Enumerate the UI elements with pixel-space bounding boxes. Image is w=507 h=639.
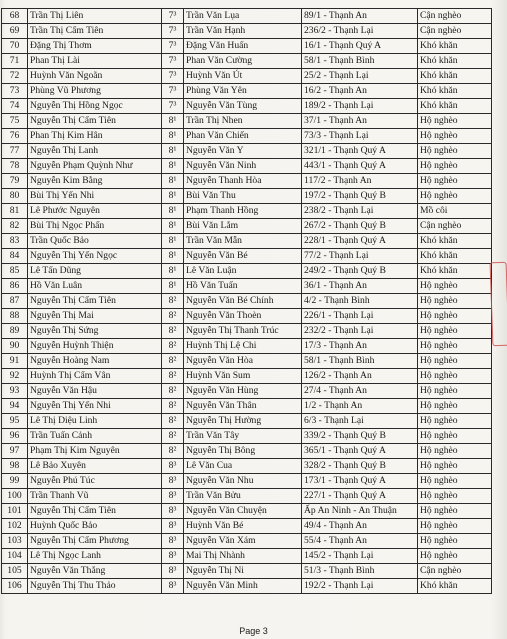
class-cell: 8² bbox=[162, 399, 184, 414]
student-name: Nguyễn Thị Yến Ngọc bbox=[28, 249, 162, 264]
student-name: Lê Phước Nguyên bbox=[28, 204, 162, 219]
row-number: 86 bbox=[2, 279, 28, 294]
row-number: 81 bbox=[2, 204, 28, 219]
parent-name: Lê Văn Luận bbox=[184, 264, 302, 279]
status-cell: Khó khăn bbox=[418, 84, 492, 99]
student-name: Nguyễn Thị Thu Thảo bbox=[28, 579, 162, 594]
address-cell: 173/1 - Thạnh Quý A bbox=[302, 474, 418, 489]
table-row bbox=[2, 69, 492, 84]
row-number: 105 bbox=[2, 564, 28, 579]
row-number: 76 bbox=[2, 129, 28, 144]
class-cell: 8¹ bbox=[162, 144, 184, 159]
class-cell: 8¹ bbox=[162, 159, 184, 174]
address-cell: 238/2 - Thạnh Lại bbox=[302, 204, 418, 219]
status-cell: Hộ nghèo bbox=[418, 354, 492, 369]
address-cell: 4/2 - Thạnh Bình bbox=[302, 294, 418, 309]
parent-name: Nguyễn Văn Xám bbox=[184, 534, 302, 549]
row-number: 99 bbox=[2, 474, 28, 489]
class-cell: 8¹ bbox=[162, 114, 184, 129]
address-cell: 126/2 - Thạnh An bbox=[302, 369, 418, 384]
class-cell: 8² bbox=[162, 369, 184, 384]
table-row bbox=[2, 429, 492, 444]
class-cell: 8¹ bbox=[162, 189, 184, 204]
parent-name: Nguyễn Văn Thân bbox=[184, 399, 302, 414]
status-cell: Hộ nghèo bbox=[418, 399, 492, 414]
student-name: Nguyễn Thị Cẩm Tiên bbox=[28, 504, 162, 519]
student-name: Trần Thị Cẩm Tiên bbox=[28, 24, 162, 39]
status-cell: Hộ nghèo bbox=[418, 114, 492, 129]
student-name: Phùng Vũ Phương bbox=[28, 84, 162, 99]
student-name: Trần Thanh Vũ bbox=[28, 489, 162, 504]
row-number: 91 bbox=[2, 354, 28, 369]
class-cell: 8³ bbox=[162, 564, 184, 579]
class-cell: 8³ bbox=[162, 474, 184, 489]
row-number: 80 bbox=[2, 189, 28, 204]
status-cell: Hộ nghèo bbox=[418, 189, 492, 204]
row-number: 89 bbox=[2, 324, 28, 339]
status-cell: Khó khăn bbox=[418, 69, 492, 84]
student-name: Nguyễn Văn Thắng bbox=[28, 564, 162, 579]
student-name: Nguyễn Hoàng Nam bbox=[28, 354, 162, 369]
row-number: 73 bbox=[2, 84, 28, 99]
status-cell: Khó khăn bbox=[418, 99, 492, 114]
parent-name: Huỳnh Văn Sum bbox=[184, 369, 302, 384]
table-row bbox=[2, 354, 492, 369]
row-number: 92 bbox=[2, 369, 28, 384]
table-row bbox=[2, 399, 492, 414]
parent-name: Phạm Thanh Hồng bbox=[184, 204, 302, 219]
status-cell: Khó khăn bbox=[418, 39, 492, 54]
page-number: Page 3 bbox=[239, 626, 268, 636]
status-cell: Hộ nghèo bbox=[418, 324, 492, 339]
row-number: 97 bbox=[2, 444, 28, 459]
status-cell: Hộ nghèo bbox=[418, 534, 492, 549]
address-cell: 228/1 - Thạnh Quý A bbox=[302, 234, 418, 249]
class-cell: 8³ bbox=[162, 549, 184, 564]
table-row bbox=[2, 264, 492, 279]
margin-stamp bbox=[490, 262, 507, 347]
row-number: 103 bbox=[2, 534, 28, 549]
address-cell: 1/2 - Thạnh An bbox=[302, 399, 418, 414]
parent-name: Hồ Văn Tuấn bbox=[184, 279, 302, 294]
status-cell: Cận nghèo bbox=[418, 24, 492, 39]
status-cell: Cận nghèo bbox=[418, 564, 492, 579]
status-cell: Hộ nghèo bbox=[418, 444, 492, 459]
address-cell: Ấp An Ninh - An Thuận bbox=[302, 504, 418, 519]
student-name: Bùi Thị Yến Nhi bbox=[28, 189, 162, 204]
student-name: Lê Thị Ngọc Lanh bbox=[28, 549, 162, 564]
table-row bbox=[2, 369, 492, 384]
class-cell: 8¹ bbox=[162, 264, 184, 279]
table-row bbox=[2, 489, 492, 504]
parent-name: Nguyễn Văn Minh bbox=[184, 579, 302, 594]
row-number: 93 bbox=[2, 384, 28, 399]
class-cell: 7³ bbox=[162, 54, 184, 69]
class-cell: 8² bbox=[162, 444, 184, 459]
status-cell: Hộ nghèo bbox=[418, 174, 492, 189]
student-name: Nguyễn Thị Hồng Ngọc bbox=[28, 99, 162, 114]
table-row bbox=[2, 129, 492, 144]
address-cell: 236/2 - Thạnh Lại bbox=[302, 24, 418, 39]
status-cell: Khó khăn bbox=[418, 249, 492, 264]
class-cell: 8² bbox=[162, 384, 184, 399]
parent-name: Trần Văn Hạnh bbox=[184, 24, 302, 39]
class-cell: 8² bbox=[162, 339, 184, 354]
address-cell: 25/2 - Thạnh Lại bbox=[302, 69, 418, 84]
row-number: 74 bbox=[2, 99, 28, 114]
table-row bbox=[2, 189, 492, 204]
student-name: Huỳnh Quốc Bảo bbox=[28, 519, 162, 534]
student-name: Nguyễn Thị Yến Nhi bbox=[28, 399, 162, 414]
parent-name: Bùi Văn Lắm bbox=[184, 219, 302, 234]
class-cell: 8² bbox=[162, 309, 184, 324]
class-cell: 7³ bbox=[162, 24, 184, 39]
table-row bbox=[2, 414, 492, 429]
table-row bbox=[2, 99, 492, 114]
student-name: Nguyễn Thị Sứng bbox=[28, 324, 162, 339]
table-row bbox=[2, 309, 492, 324]
class-cell: 8³ bbox=[162, 579, 184, 594]
address-cell: 58/1 - Thạnh Bình bbox=[302, 354, 418, 369]
table-row bbox=[2, 459, 492, 474]
address-cell: 227/1 - Thạnh Quý A bbox=[302, 489, 418, 504]
student-name: Lê Thị Diệu Linh bbox=[28, 414, 162, 429]
status-cell: Hộ nghèo bbox=[418, 369, 492, 384]
class-cell: 7³ bbox=[162, 39, 184, 54]
table-row bbox=[2, 204, 492, 219]
table-row bbox=[2, 24, 492, 39]
address-cell: 6/3 - Thạnh Lại bbox=[302, 414, 418, 429]
parent-name: Nguyễn Thị Bông bbox=[184, 444, 302, 459]
status-cell: Hộ nghèo bbox=[418, 474, 492, 489]
row-number: 72 bbox=[2, 69, 28, 84]
row-number: 101 bbox=[2, 504, 28, 519]
status-cell: Hộ nghèo bbox=[418, 144, 492, 159]
parent-name: Nguyễn Thanh Hòa bbox=[184, 174, 302, 189]
table-row bbox=[2, 84, 492, 99]
class-cell: 8¹ bbox=[162, 234, 184, 249]
parent-name: Đặng Văn Huấn bbox=[184, 39, 302, 54]
parent-name: Huỳnh Thị Lệ Chi bbox=[184, 339, 302, 354]
parent-name: Nguyễn Thị Hường bbox=[184, 414, 302, 429]
address-cell: 249/2 - Thạnh Quý B bbox=[302, 264, 418, 279]
row-number: 78 bbox=[2, 159, 28, 174]
table-row bbox=[2, 384, 492, 399]
parent-name: Trần Thị Nhen bbox=[184, 114, 302, 129]
row-number: 106 bbox=[2, 579, 28, 594]
student-name: Hồ Văn Luân bbox=[28, 279, 162, 294]
student-name: Nguyễn Thị Lanh bbox=[28, 144, 162, 159]
student-name: Huỳnh Văn Ngoãn bbox=[28, 69, 162, 84]
address-cell: 117/2 - Thạnh An bbox=[302, 174, 418, 189]
address-cell: 145/2 - Thạnh Lại bbox=[302, 549, 418, 564]
class-cell: 7³ bbox=[162, 9, 184, 24]
class-cell: 8² bbox=[162, 414, 184, 429]
status-cell: Hộ nghèo bbox=[418, 549, 492, 564]
student-name: Trần Tuấn Cảnh bbox=[28, 429, 162, 444]
parent-name: Nguyễn Văn Ninh bbox=[184, 159, 302, 174]
address-cell: 189/2 - Thạnh Lại bbox=[302, 99, 418, 114]
row-number: 70 bbox=[2, 39, 28, 54]
student-name: Trần Quốc Bảo bbox=[28, 234, 162, 249]
class-cell: 8¹ bbox=[162, 219, 184, 234]
class-cell: 8¹ bbox=[162, 129, 184, 144]
parent-name: Nguyễn Văn Chuyện bbox=[184, 504, 302, 519]
address-cell: 267/2 - Thạnh Quý B bbox=[302, 219, 418, 234]
table-row bbox=[2, 294, 492, 309]
row-number: 68 bbox=[2, 9, 28, 24]
parent-name: Huỳnh Văn Bé bbox=[184, 519, 302, 534]
table-row bbox=[2, 324, 492, 339]
table-row bbox=[2, 234, 492, 249]
address-cell: 58/1 - Thạnh Bình bbox=[302, 54, 418, 69]
parent-name: Phan Văn Cường bbox=[184, 54, 302, 69]
class-cell: 8² bbox=[162, 324, 184, 339]
student-name: Nguyễn Thị Mai bbox=[28, 309, 162, 324]
row-number: 102 bbox=[2, 519, 28, 534]
parent-name: Nguyễn Thị Thanh Trúc bbox=[184, 324, 302, 339]
table-row bbox=[2, 174, 492, 189]
class-cell: 8³ bbox=[162, 504, 184, 519]
student-name: Huỳnh Thị Cẩm Vân bbox=[28, 369, 162, 384]
parent-name: Phùng Văn Yên bbox=[184, 84, 302, 99]
table-row bbox=[2, 279, 492, 294]
address-cell: 49/4 - Thạnh An bbox=[302, 519, 418, 534]
student-name: Nguyễn Huỳnh Thiện bbox=[28, 339, 162, 354]
row-number: 75 bbox=[2, 114, 28, 129]
status-cell: Mồ côi bbox=[418, 204, 492, 219]
address-cell: 55/4 - Thạnh An bbox=[302, 534, 418, 549]
table-row bbox=[2, 534, 492, 549]
student-name: Nguyễn Văn Hậu bbox=[28, 384, 162, 399]
table-row bbox=[2, 144, 492, 159]
status-cell: Khó khăn bbox=[418, 579, 492, 594]
student-roster-table bbox=[1, 8, 492, 594]
table-row bbox=[2, 219, 492, 234]
status-cell: Cận nghèo bbox=[418, 219, 492, 234]
table-row bbox=[2, 564, 492, 579]
status-cell: Hộ nghèo bbox=[418, 294, 492, 309]
address-cell: 226/1 - Thạnh Lại bbox=[302, 309, 418, 324]
row-number: 79 bbox=[2, 174, 28, 189]
student-name: Phan Thị Lài bbox=[28, 54, 162, 69]
class-cell: 8¹ bbox=[162, 279, 184, 294]
class-cell: 8¹ bbox=[162, 174, 184, 189]
parent-name: Huỳnh Văn Út bbox=[184, 69, 302, 84]
class-cell: 7³ bbox=[162, 69, 184, 84]
parent-name: Mai Thị Nhành bbox=[184, 549, 302, 564]
row-number: 104 bbox=[2, 549, 28, 564]
row-number: 87 bbox=[2, 294, 28, 309]
class-cell: 8² bbox=[162, 294, 184, 309]
address-cell: 73/3 - Thạnh Lại bbox=[302, 129, 418, 144]
student-name: Nguyễn Phú Túc bbox=[28, 474, 162, 489]
parent-name: Lê Văn Cua bbox=[184, 459, 302, 474]
row-number: 84 bbox=[2, 249, 28, 264]
status-cell: Hộ nghèo bbox=[418, 384, 492, 399]
student-name: Nguyễn Thị Cẩm Tiên bbox=[28, 114, 162, 129]
status-cell: Khó khăn bbox=[418, 264, 492, 279]
parent-name: Nguyễn Văn Bé bbox=[184, 249, 302, 264]
student-name: Đặng Thị Thơm bbox=[28, 39, 162, 54]
address-cell: 443/1 - Thạnh Quý A bbox=[302, 159, 418, 174]
class-cell: 8² bbox=[162, 429, 184, 444]
address-cell: 27/4 - Thạnh An bbox=[302, 384, 418, 399]
table-row bbox=[2, 504, 492, 519]
status-cell: Khó khăn bbox=[418, 54, 492, 69]
parent-name: Trần Văn Mẫn bbox=[184, 234, 302, 249]
class-cell: 8³ bbox=[162, 489, 184, 504]
class-cell: 8² bbox=[162, 354, 184, 369]
address-cell: 37/1 - Thạnh An bbox=[302, 114, 418, 129]
address-cell: 232/2 - Thạnh Lại bbox=[302, 324, 418, 339]
status-cell: Hộ nghèo bbox=[418, 519, 492, 534]
row-number: 71 bbox=[2, 54, 28, 69]
class-cell: 8³ bbox=[162, 519, 184, 534]
student-name: Trần Thị Liên bbox=[28, 9, 162, 24]
student-name: Lê Tấn Dũng bbox=[28, 264, 162, 279]
row-number: 82 bbox=[2, 219, 28, 234]
address-cell: 89/1 - Thạnh An bbox=[302, 9, 418, 24]
parent-name: Trần Văn Lụa bbox=[184, 9, 302, 24]
parent-name: Nguyễn Thị Ni bbox=[184, 564, 302, 579]
table-row bbox=[2, 444, 492, 459]
status-cell: Hộ nghèo bbox=[418, 504, 492, 519]
address-cell: 197/2 - Thạnh Quý B bbox=[302, 189, 418, 204]
address-cell: 16/1 - Thạnh Quý A bbox=[302, 39, 418, 54]
class-cell: 7³ bbox=[162, 84, 184, 99]
row-number: 69 bbox=[2, 24, 28, 39]
status-cell: Hộ nghèo bbox=[418, 459, 492, 474]
status-cell: Cận nghèo bbox=[418, 9, 492, 24]
row-number: 100 bbox=[2, 489, 28, 504]
student-name: Lê Bảo Xuyên bbox=[28, 459, 162, 474]
parent-name: Nguyễn Văn Y bbox=[184, 144, 302, 159]
parent-name: Bùi Văn Thu bbox=[184, 189, 302, 204]
table-row bbox=[2, 114, 492, 129]
row-number: 83 bbox=[2, 234, 28, 249]
table-row bbox=[2, 39, 492, 54]
table-row bbox=[2, 474, 492, 489]
student-name: Bùi Thị Ngọc Phấn bbox=[28, 219, 162, 234]
table-row bbox=[2, 159, 492, 174]
status-cell: Hộ nghèo bbox=[418, 489, 492, 504]
status-cell: Hộ nghèo bbox=[418, 279, 492, 294]
row-number: 96 bbox=[2, 429, 28, 444]
row-number: 77 bbox=[2, 144, 28, 159]
address-cell: 51/3 - Thạnh Bình bbox=[302, 564, 418, 579]
status-cell: Hộ nghèo bbox=[418, 414, 492, 429]
class-cell: 8³ bbox=[162, 459, 184, 474]
table-row bbox=[2, 579, 492, 594]
status-cell: Hộ nghèo bbox=[418, 309, 492, 324]
table-row bbox=[2, 549, 492, 564]
row-number: 85 bbox=[2, 264, 28, 279]
parent-name: Nguyễn Văn Thoèn bbox=[184, 309, 302, 324]
row-number: 98 bbox=[2, 459, 28, 474]
status-cell: Hộ nghèo bbox=[418, 159, 492, 174]
class-cell: 8³ bbox=[162, 534, 184, 549]
address-cell: 77/2 - Thạnh Lại bbox=[302, 249, 418, 264]
class-cell: 7³ bbox=[162, 99, 184, 114]
student-name: Nguyễn Kim Bằng bbox=[28, 174, 162, 189]
class-cell: 8¹ bbox=[162, 204, 184, 219]
table-row bbox=[2, 339, 492, 354]
status-cell: Khó khăn bbox=[418, 234, 492, 249]
status-cell: Hộ nghèo bbox=[418, 129, 492, 144]
address-cell: 36/1 - Thạnh An bbox=[302, 279, 418, 294]
address-cell: 17/3 - Thạnh An bbox=[302, 339, 418, 354]
address-cell: 365/1 - Thạnh Quý A bbox=[302, 444, 418, 459]
parent-name: Nguyễn Văn Hùng bbox=[184, 384, 302, 399]
student-name: Phan Thị Kim Hân bbox=[28, 129, 162, 144]
row-number: 88 bbox=[2, 309, 28, 324]
class-cell: 8¹ bbox=[162, 249, 184, 264]
student-name: Phạm Thị Kim Nguyên bbox=[28, 444, 162, 459]
roster-body bbox=[2, 9, 492, 594]
address-cell: 339/2 - Thạnh Quý B bbox=[302, 429, 418, 444]
address-cell: 321/1 - Thạnh Quý A bbox=[302, 144, 418, 159]
row-number: 90 bbox=[2, 339, 28, 354]
parent-name: Trần Văn Tây bbox=[184, 429, 302, 444]
table-row bbox=[2, 9, 492, 24]
student-name: Nguyễn Thị Cẩm Phương bbox=[28, 534, 162, 549]
parent-name: Phan Văn Chiến bbox=[184, 129, 302, 144]
student-name: Nguyễn Thị Cẩm Tiên bbox=[28, 294, 162, 309]
row-number: 94 bbox=[2, 399, 28, 414]
parent-name: Nguyễn Văn Nhu bbox=[184, 474, 302, 489]
table-row bbox=[2, 519, 492, 534]
table-row bbox=[2, 54, 492, 69]
parent-name: Trần Văn Bửu bbox=[184, 489, 302, 504]
student-name: Nguyễn Phạm Quỳnh Như bbox=[28, 159, 162, 174]
row-number: 95 bbox=[2, 414, 28, 429]
parent-name: Nguyễn Văn Hòa bbox=[184, 354, 302, 369]
table-row bbox=[2, 249, 492, 264]
status-cell: Hộ nghèo bbox=[418, 339, 492, 354]
status-cell: Hộ nghèo bbox=[418, 429, 492, 444]
parent-name: Nguyễn Văn Bé Chính bbox=[184, 294, 302, 309]
address-cell: 192/2 - Thạnh Lại bbox=[302, 579, 418, 594]
address-cell: 328/2 - Thạnh Quý B bbox=[302, 459, 418, 474]
address-cell: 16/2 - Thạnh An bbox=[302, 84, 418, 99]
parent-name: Nguyễn Văn Tùng bbox=[184, 99, 302, 114]
